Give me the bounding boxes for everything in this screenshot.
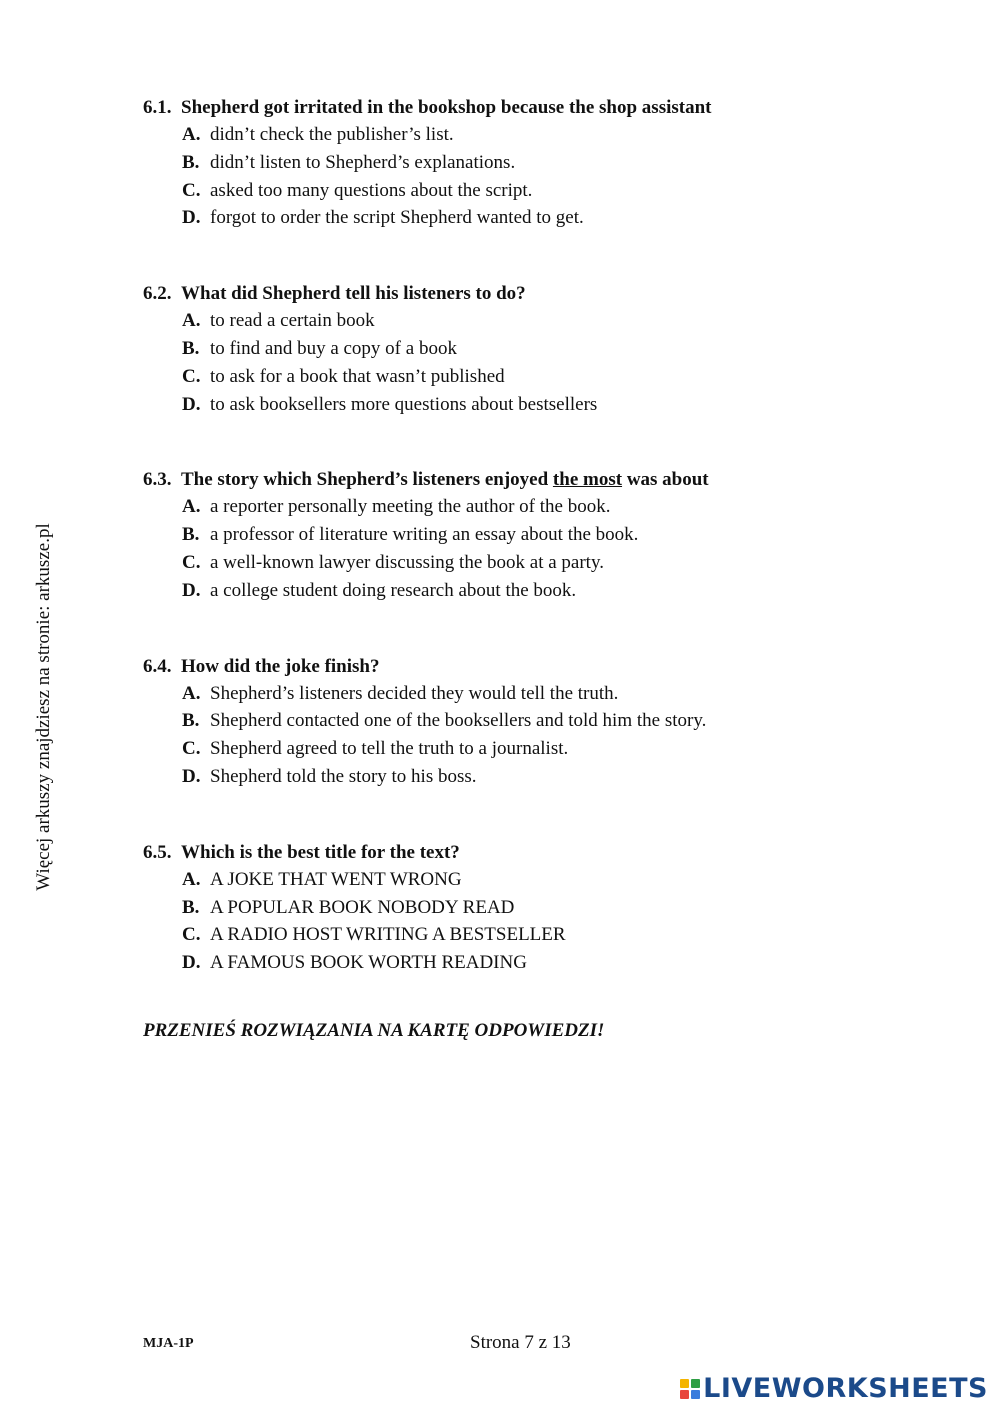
exam-code: MJA-1P [143,1336,194,1351]
option-text: Shepherd contacted one of the booksellers and told him the story. [210,710,707,732]
answer-option-d[interactable] [182,204,943,232]
option-text: A FAMOUS BOOK WORTH READING [210,952,527,974]
option-letter: B. [182,337,200,359]
liveworksheets-logo-icon [680,1379,700,1399]
question-number: 6.5. [143,841,172,863]
question-6-3 [143,466,943,604]
questions-section [143,94,943,1025]
logo-square-l [680,1379,689,1388]
answer-option-d[interactable] [182,577,943,605]
question-number: 6.1. [143,97,172,118]
option-text: a well-known lawyer discussing the book at a party. [210,551,604,573]
option-letter: A. [182,496,201,518]
answer-options [143,121,943,232]
option-text: a college student doing research about the book. [210,579,577,601]
question-6-2 [143,280,943,418]
question-heading [143,653,943,680]
question-heading [143,839,943,866]
answer-option-a[interactable] [182,307,943,335]
option-text: to find and buy a copy of a book [210,337,457,359]
logo-square-v [680,1390,689,1399]
option-text: to ask booksellers more questions about bestsellers [210,393,598,415]
option-letter: C. [182,179,201,201]
answer-options [143,493,943,604]
question-text-after: was about [622,469,709,491]
brand-name: LIVEWORKSHEETS [703,1373,988,1404]
question-text: What did Shepherd tell his listeners to do? [181,283,526,305]
option-text: to read a certain book [210,310,375,332]
liveworksheets-brand [680,1373,988,1405]
option-letter: C. [182,365,201,387]
option-letter: A. [182,124,201,145]
side-note-website: Więcej arkuszy znajdziesz na stronie: arkusze.pl [33,523,54,891]
answer-option-a[interactable] [182,680,943,708]
page-number: Strona 7 z 13 [470,1332,571,1353]
option-text: didn’t listen to Shepherd’s explanations. [210,151,516,173]
option-text: A JOKE THAT WENT WRONG [210,868,462,890]
option-text: asked too many questions about the script. [210,179,533,201]
option-letter: A. [182,682,201,704]
answer-option-c[interactable] [182,921,943,949]
answer-option-c[interactable] [182,363,943,391]
answer-option-b[interactable] [182,521,943,549]
option-text: Shepherd agreed to tell the truth to a journalist. [210,738,569,760]
option-text: forgot to order the script Shepherd wanted to get. [210,207,584,229]
option-letter: B. [182,710,200,732]
answer-option-b[interactable] [182,707,943,735]
logo-square-i [691,1379,700,1388]
answer-option-b[interactable] [182,894,943,922]
option-letter: A. [182,868,201,890]
option-letter: C. [182,738,201,760]
question-heading [143,280,943,307]
answer-options [143,866,943,977]
question-text-before: The story which Shepherd’s listeners enjoyed [181,469,553,491]
option-text: didn’t check the publisher’s list. [210,124,454,145]
option-letter: D. [182,207,201,229]
answer-option-b[interactable] [182,335,943,363]
answer-options [143,307,943,418]
option-letter: B. [182,896,200,918]
option-text: a professor of literature writing an essay about the book. [210,524,639,546]
option-letter: C. [182,551,201,573]
question-text: Which is the best title for the text? [181,841,460,863]
option-letter: D. [182,952,201,974]
answer-option-c[interactable] [182,735,943,763]
answer-options [143,680,943,791]
answer-option-d[interactable] [182,391,943,419]
answer-option-d[interactable] [182,949,943,977]
option-text: A POPULAR BOOK NOBODY READ [210,896,515,918]
option-letter: D. [182,765,201,787]
option-text: Shepherd told the story to his boss. [210,765,477,787]
option-text: Shepherd’s listeners decided they would tell the truth. [210,682,619,704]
option-letter: C. [182,924,201,946]
option-letter: D. [182,579,201,601]
option-text: to ask for a book that wasn’t published [210,365,505,387]
option-letter: B. [182,151,200,173]
question-6-1 [143,94,943,232]
option-text: a reporter personally meeting the author of the book. [210,496,611,518]
question-6-5 [143,839,943,977]
answer-option-a[interactable] [182,121,943,149]
question-6-4 [143,653,943,791]
logo-square-e [691,1390,700,1399]
question-number: 6.2. [143,283,172,305]
answer-option-b[interactable] [182,149,943,177]
answer-option-a[interactable] [182,866,943,894]
question-heading [143,94,943,121]
option-letter: A. [182,310,201,332]
question-text: How did the joke finish? [181,655,380,677]
answer-option-c[interactable] [182,549,943,577]
answer-option-d[interactable] [182,763,943,791]
transfer-answers-instruction: PRZENIEŚ ROZWIĄZANIA NA KARTĘ ODPOWIEDZI! [143,1020,605,1041]
question-heading [143,466,943,493]
option-letter: B. [182,524,200,546]
answer-option-c[interactable] [182,177,943,205]
option-letter: D. [182,393,201,415]
question-number: 6.4. [143,655,172,677]
question-number: 6.3. [143,469,172,491]
option-text: A RADIO HOST WRITING A BESTSELLER [210,924,566,946]
question-text-emphasis: the most [552,469,623,491]
answer-option-a[interactable] [182,493,943,521]
question-text: Shepherd got irritated in the bookshop because the shop assistant [181,97,712,118]
